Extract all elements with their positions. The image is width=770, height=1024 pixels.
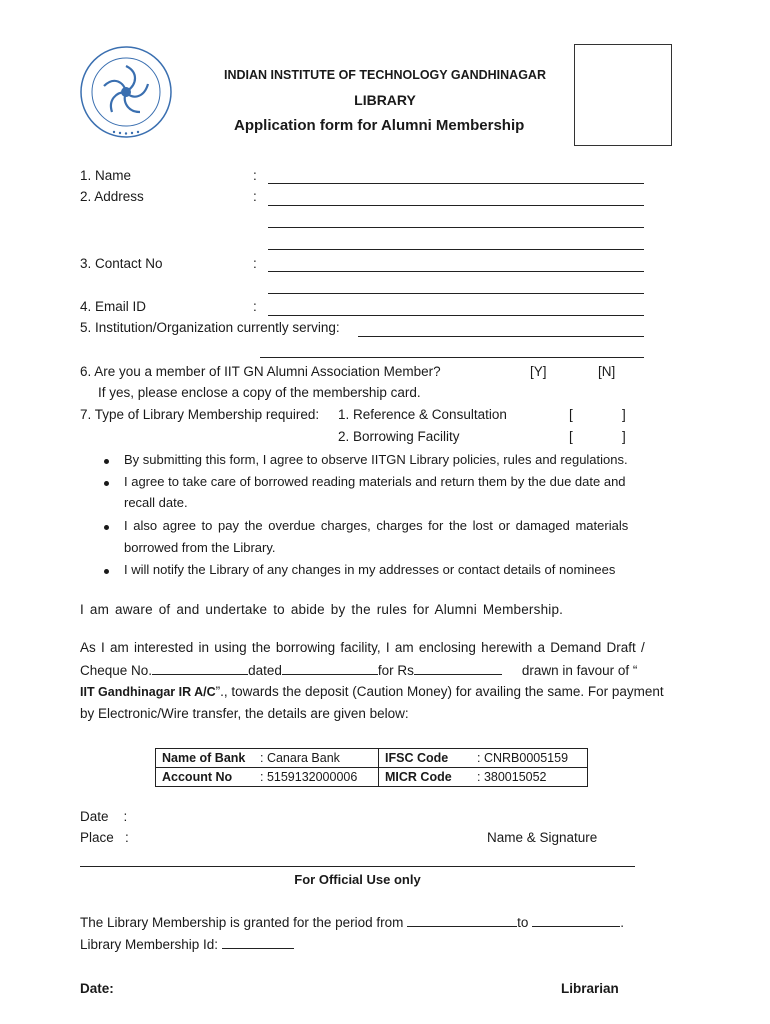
option-reference: 1. Reference & Consultation [338,407,507,422]
name-signature-label: Name & Signature [487,830,598,845]
place-label: Place : [80,830,129,845]
contact-field-line-2[interactable] [268,293,644,294]
payee-name: IIT Gandhinagar IR A/C [80,685,216,699]
table-row [156,749,588,768]
ifsc-label: IFSC Code [379,749,472,768]
bullet-charges-cont: borrowed from the Library. [124,540,276,555]
institution-label: 5. Institution/Organization currently serving: [80,320,340,335]
date-label: Date : [80,809,128,824]
membership-id-line [80,936,294,952]
bullet-dot [104,525,109,530]
iitgn-logo [78,44,174,140]
payment-line-2 [80,662,676,678]
address-field-line-1[interactable] [268,205,644,206]
table-row [156,768,588,787]
bank-name-label: Name of Bank [156,749,255,768]
institution-field-line-1[interactable] [358,336,644,337]
name-label: 1. Name [80,168,132,183]
institute-name: INDIAN INSTITUTE OF TECHNOLOGY GANDHINAGAR [224,68,546,82]
name-colon: : [253,168,257,183]
membership-id-label: Library Membership Id: [80,937,219,952]
email-label: 4. Email ID [80,299,147,314]
alumni-note: If yes, please enclose a copy of the membership card. [98,385,421,400]
form-title: Application form for Alumni Membership [234,117,525,134]
alumni-yes-option[interactable]: [Y] [530,364,547,379]
bullet-policies: By submitting this form, I agree to observe IITGN Library policies, rules and regulations. [124,452,628,467]
to-label: to [517,915,529,930]
account-no-label: Account No [156,768,255,787]
bullet-charges: I also agree to pay the overdue charges, charges for the lost or damaged materials [124,518,629,533]
checkbox-borrowing-close[interactable]: ] [622,429,626,444]
bullet-notify: I will notify the Library of any changes in my addresses or contact details of nominees [124,562,616,577]
period-end: . [620,915,624,930]
address-field-line-2[interactable] [268,227,644,228]
bullet-dot [104,459,109,464]
option-borrowing: 2. Borrowing Facility [338,429,460,444]
bullet-dot [104,569,109,574]
bullet-dot [104,481,109,486]
period-from-field[interactable] [407,914,517,927]
address-field-line-3[interactable] [268,249,644,250]
dated-field[interactable] [282,662,378,675]
for-rs-label: for Rs [377,663,414,678]
payment-line-3 [80,684,664,699]
contact-field-line-1[interactable] [268,271,644,272]
bank-name-value: : Canara Bank [254,749,379,768]
granted-text: The Library Membership is granted for the period from [80,915,404,930]
undertaking-text: I am aware of and undertake to abide by the rules for Alumni Membership. [80,602,564,617]
payment-line-3-rest: ”., towards the deposit (Caution Money) for availing the same. For payment [215,684,664,699]
micr-value: : 380015052 [471,768,588,787]
official-divider [80,866,635,867]
bullet-care-cont: recall date. [124,495,188,510]
bullet-care: I agree to take care of borrowed reading materials and return them by the due date and [124,474,626,489]
payment-line-4: by Electronic/Wire transfer, the details are given below: [80,706,409,721]
checkbox-reference-open[interactable]: [ [569,407,573,422]
name-field[interactable] [268,183,644,184]
amount-field[interactable] [414,662,502,675]
micr-label: MICR Code [379,768,472,787]
checkbox-borrowing-open[interactable]: [ [569,429,573,444]
checkbox-reference-close[interactable]: ] [622,407,626,422]
alumni-no-option[interactable]: [N] [598,364,616,379]
address-colon: : [253,189,257,204]
contact-label: 3. Contact No [80,256,163,271]
account-no-value: : 5159132000006 [254,768,379,787]
alumni-member-question: 6. Are you a member of IIT GN Alumni Association Member? [80,364,441,379]
address-label: 2. Address [80,189,144,204]
membership-id-field[interactable] [222,936,294,949]
institution-field-line-2[interactable] [260,357,644,358]
dated-label: dated [248,663,282,678]
library-heading: LIBRARY [354,92,416,108]
payment-line-1: As I am interested in using the borrowing facility, I am enclosing herewith a Demand Draft / [80,640,645,655]
period-to-field[interactable] [532,914,620,927]
contact-colon: : [253,256,257,271]
ifsc-value: : CNRB0005159 [471,749,588,768]
librarian-label: Librarian [561,981,619,996]
cheque-no-field[interactable] [152,662,248,675]
official-use-heading: For Official Use only [294,872,421,887]
email-field[interactable] [268,315,644,316]
membership-type-question: 7. Type of Library Membership required: [80,407,320,422]
email-colon: : [253,299,257,314]
cheque-label: Cheque No. [80,663,153,678]
bank-details-table [155,748,588,787]
official-date-label: Date: [80,981,114,996]
drawn-label: drawn in favour of “ [521,663,638,678]
granted-line [80,914,624,930]
